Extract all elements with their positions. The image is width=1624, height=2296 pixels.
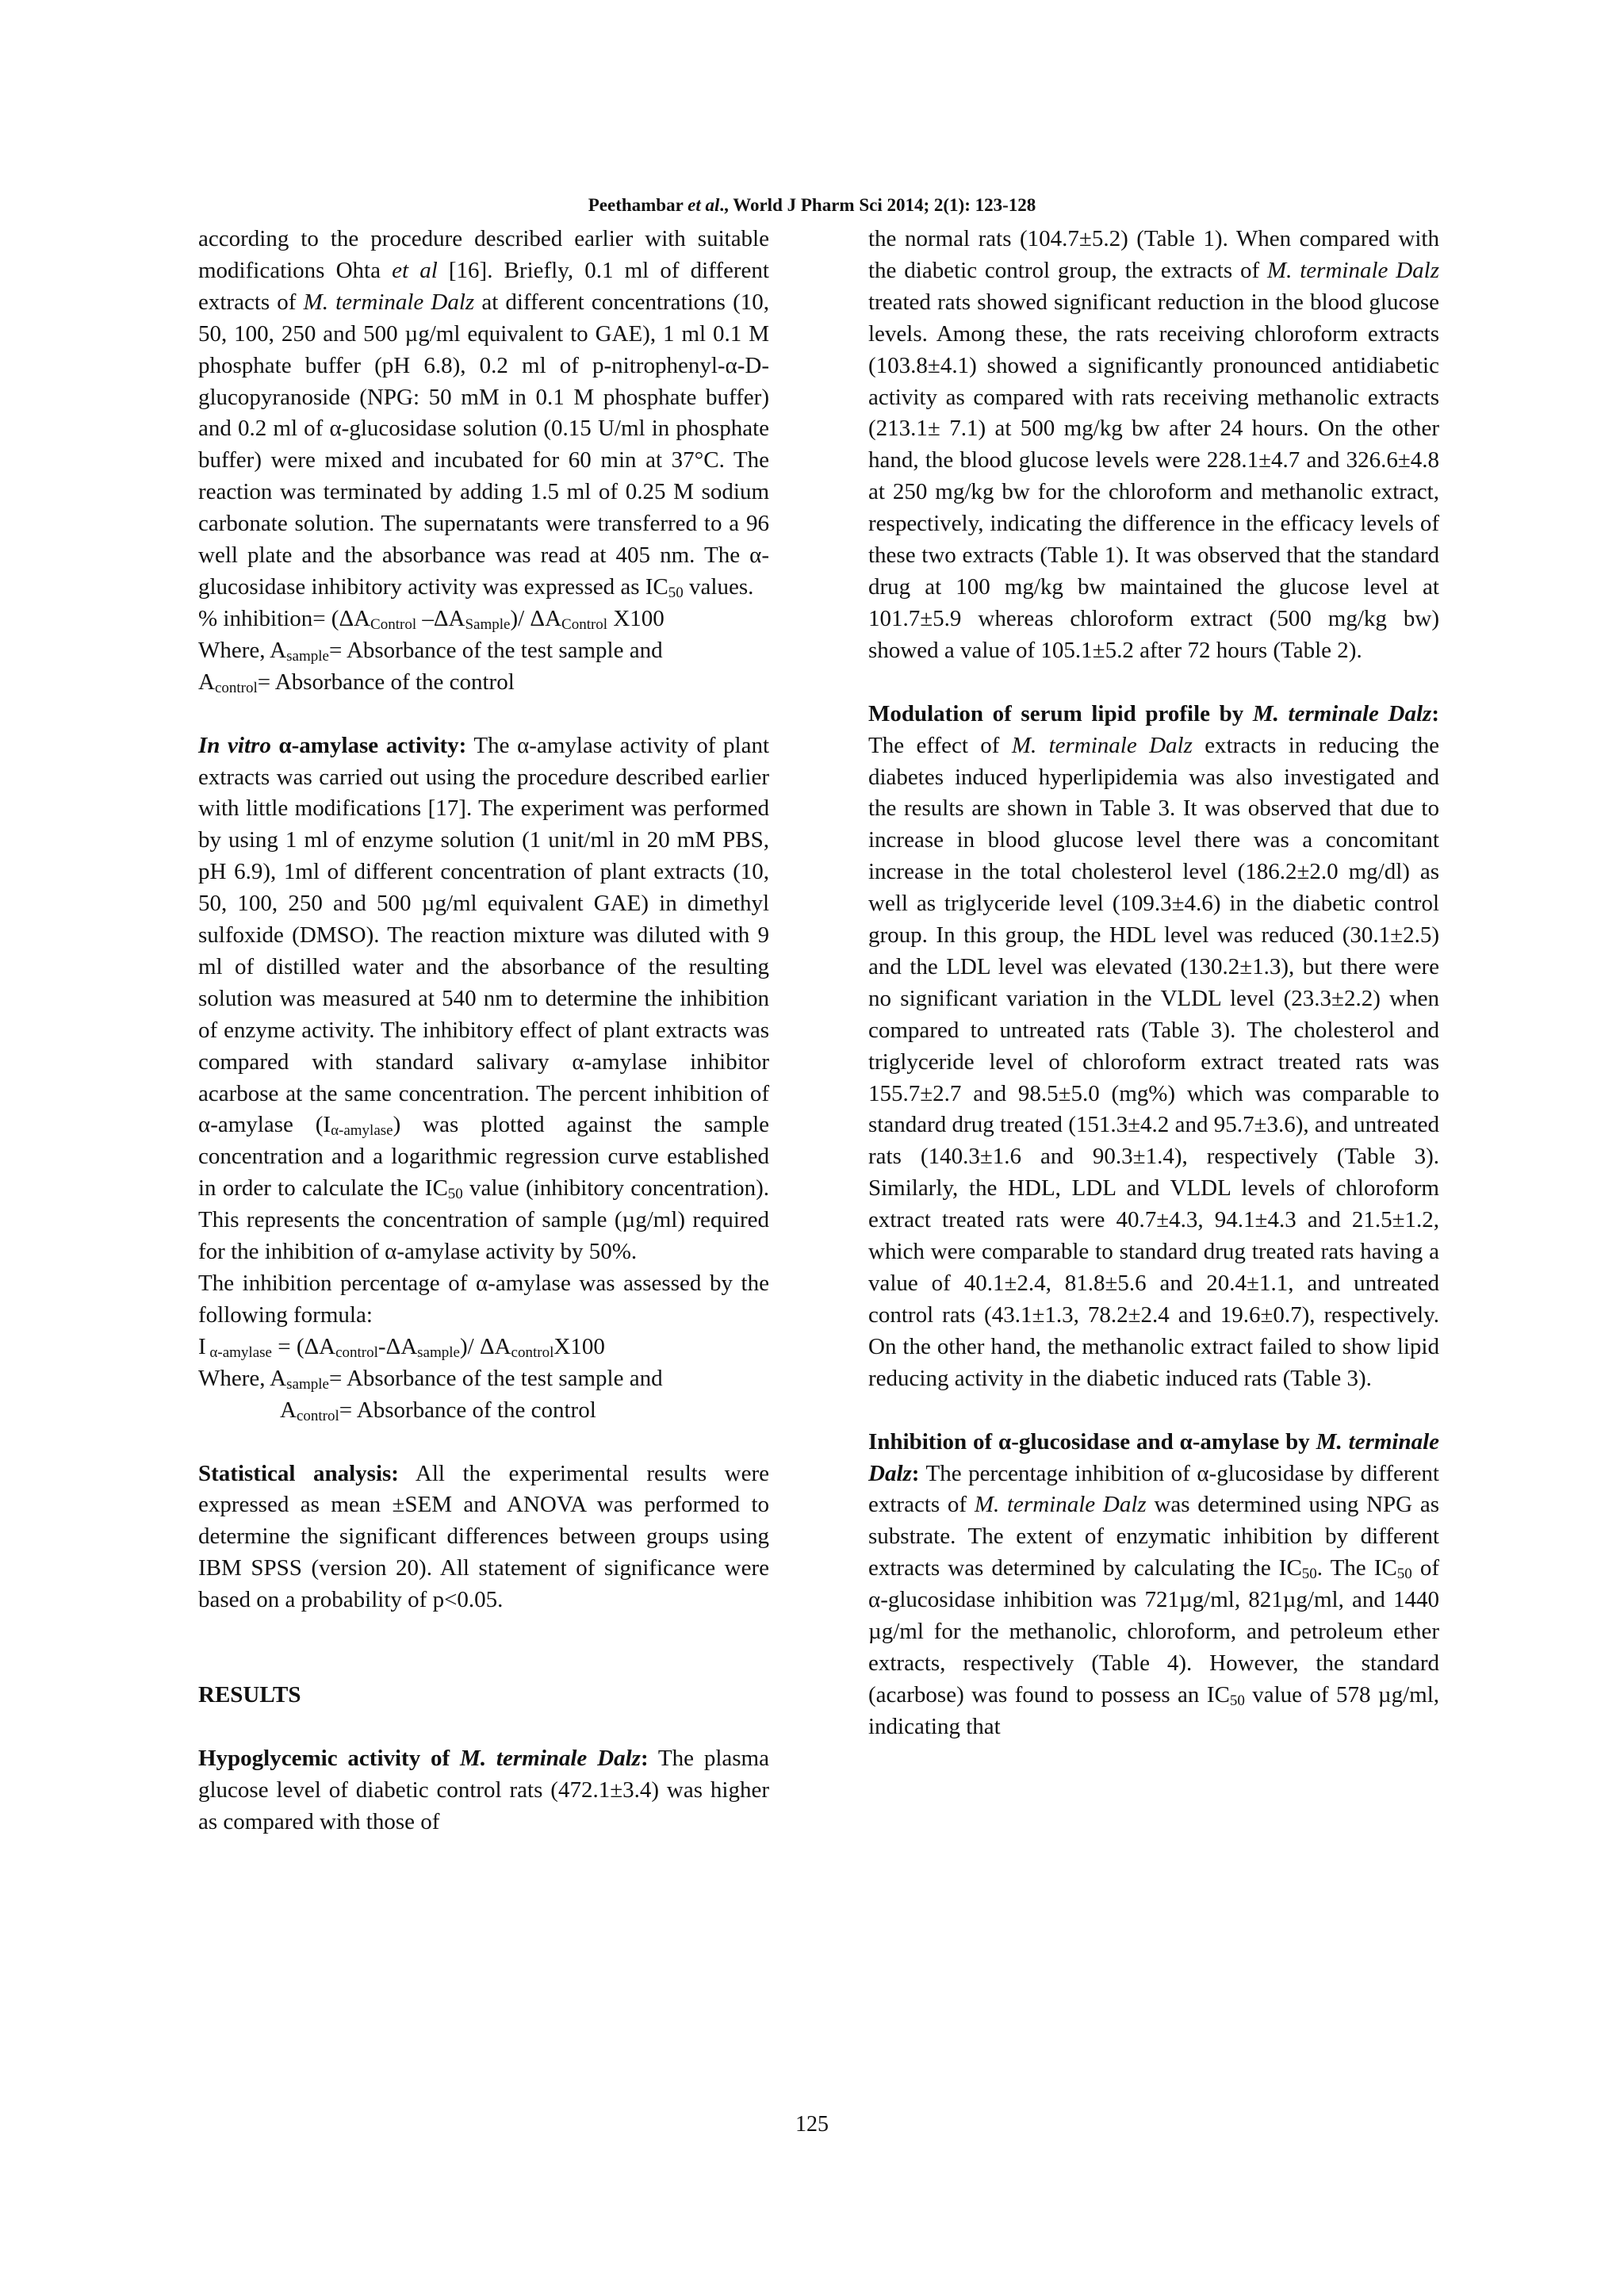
formula-where-line: Where, $A_{sample}=$ Absorbance of the test sample and <box>198 637 663 665</box>
section-heading-results: RESULTS <box>198 1682 301 1708</box>
paragraph-statistical-analysis: Statistical analysis: All the experimental results were expressed as mean ±SEM and ANOVA was performed to determine the significant differences between groups using IBM SPSS (version 20). All statement of significance were based on a probability of p<0.05. <box>198 1460 769 1613</box>
formula-where-line-3: Where, $A_{sample}=$ Absorbance of the test sample and <box>198 1365 663 1393</box>
paragraph-hypoglycemic-continued: the normal rats (104.7±5.2) (Table 1). When compared with the diabetic control group, the extracts of M. terminale Dalz treated rats showed significant reduction in the blood glucose levels. Among these, the rats receiving chloroform extracts (103.8±4.1) showed a significantly pronounced antidiabetic activity as compared with rats receiving methanolic extracts (213.1± 7.1) at 500 mg/kg bw after 24 hours. On the other hand, the blood glucose levels were 228.1±4.7 and 326.6±4.8 at 250 mg/kg bw for the chloroform and methanolic extract, respectively, indicating the difference in the efficacy levels of these two extracts (Table 1). It was observed that the standard drug at 100 mg/kg bw maintained the glucose level at 101.7±5.9 whereas chloroform extract (500 mg/kg bw) showed a value of 105.1±5.2 after 72 hours (Table 2). <box>868 226 1439 663</box>
paragraph-enzyme-inhibition: Inhibition of α-glucosidase and α-amylase by M. terminale Dalz: The percentage inhibition of α-glucosidase by different extracts of M. terminale Dalz was determined using NPG as substrate. The extent of enzymatic inhibition by different extracts was determined by calculating the $IC_{50}$. The $IC_{50}$ of α-glucosidase inhibition was 721µg/ml, 821µg/ml, and 1440 µg/ml for the methanolic, chloroform, and petroleum ether extracts, respectively (Table 4). However, the standard (acarbose) was found to possess an $IC_{50}$ value of 578 µg/ml, indicating that <box>868 1428 1440 1739</box>
paragraph-glucosidase-method: according to the procedure described earlier with suitable modifications Ohta et al [16]. Briefly, 0.1 ml of different extracts of M. terminale Dalz at different concentrations (10, 50, 100, 250 and 500 µg/ml equivalent to GAE), 1 ml 0.1 M phosphate buffer (pH 6.8), 0.2 ml of p-nitrophenyl-α-D-glucopyranoside (NPG: 50 mM in 0.1 M phosphate buffer) and 0.2 ml of α-glucosidase solution (0.15 U/ml in phosphate buffer) were mixed and incubated for 60 min at 37°C. The reaction was terminated by adding 1.5 ml of 0.25 M sodium carbonate solution. The supernatants were transferred to a 96 well plate and the absorbance was read at 405 nm. The α-glucosidase inhibitory activity was expressed as $IC_{50}$ values. <box>198 226 769 601</box>
formula-amylase-inhibition: I $_{\alpha-amylase} = (\Delta A_{control}-\Delta A_{sample})/$ $\Delta A_{control}X100$ <box>198 1333 605 1361</box>
formula-where-line-2: $A_{control}=$ Absorbance of the control <box>198 669 515 696</box>
paragraph-amylase-method: In vitro α-amylase activity: The α-amylase activity of plant extracts was carried out using the procedure described earlier with little modifications [17]. The experiment was performed by using 1 ml of enzyme solution (1 unit/ml in 20 mM PBS, pH 6.9), 1ml of different concentration of plant extracts (10, 50, 100, 250 and 500 µg/ml equivalent GAE) in dimethyl sulfoxide (DMSO). The reaction mixture was diluted with 9 ml of distilled water and the absorbance of the resulting solution was measured at 540 nm to determine the inhibition of enzyme activity. The inhibitory effect of plant extracts was compared with standard salivary α-amylase inhibitor acarbose at the same concentration. The percent inhibition of α-amylase $(I_{\alpha-amylase})$ was plotted against the sample concentration and a logarithmic regression curve established in order to calculate the $IC_{50}$ value (inhibitory concentration). This represents the concentration of sample (µg/ml) required for the inhibition of α-amylase activity by 50%. <box>198 732 770 1265</box>
paragraph-hypoglycemic-activity: Hypoglycemic activity of M. terminale Dalz: The plasma glucose level of diabetic control rats (472.1±3.4) was higher as compared with those of <box>198 1745 769 1834</box>
page-number: 125 <box>795 2112 829 2137</box>
paragraph-amylase-formula-intro: The inhibition percentage of α-amylase was assessed by the following formula: <box>198 1271 769 1328</box>
right-column <box>868 224 1439 1743</box>
left-column <box>198 224 769 1838</box>
formula-percent-inhibition: % inhibition= ($\Delta A_{Control}$ $-\Delta A_{Sample})/$ $\Delta A_{Control}$ X100 <box>198 605 665 633</box>
paragraph-lipid-profile: Modulation of serum lipid profile by M. terminale Dalz: The effect of M. terminale Dalz extracts in reducing the diabetes induced hyperlipidemia was also investigated and the results are shown in Table 3. It was observed that due to increase in blood glucose level there was a concomitant increase in the total cholesterol level (186.2±2.0 mg/dl) as well as triglyceride level (109.3±4.6) in the diabetic control group. In this group, the HDL level was reduced (30.1±2.5) and the LDL level was elevated (130.2±1.3), but there were no significant variation in the VLDL level (23.3±2.2) when compared to untreated rats (Table 3). The cholesterol and triglyceride level of chloroform extract treated rats was 155.7±2.7 and 98.5±5.0 (mg%) which was comparable to standard drug treated (151.3±4.2 and 95.7±3.6), and untreated rats (140.3±1.6 and 90.3±1.4), respectively (Table 3). Similarly, the HDL, LDL and VLDL levels of chloroform extract treated rats were 40.7±4.3, 94.1±4.3 and 21.5±1.2, which were comparable to standard drug treated rats having a value of 40.1±2.4, 81.8±5.6 and 20.4±1.1, and untreated control rats (43.1±1.3, 78.2±2.4 and 19.6±0.7), respectively. On the other hand, the methanolic extract failed to show lipid reducing activity in the diabetic induced rats (Table 3). <box>868 700 1439 1391</box>
running-header: Peethambar et al., World J Pharm Sci 2014; 2(1): 123-128 <box>588 195 1036 215</box>
formula-where-line-4: $A_{control}=$ Absorbance of the control <box>280 1397 596 1424</box>
